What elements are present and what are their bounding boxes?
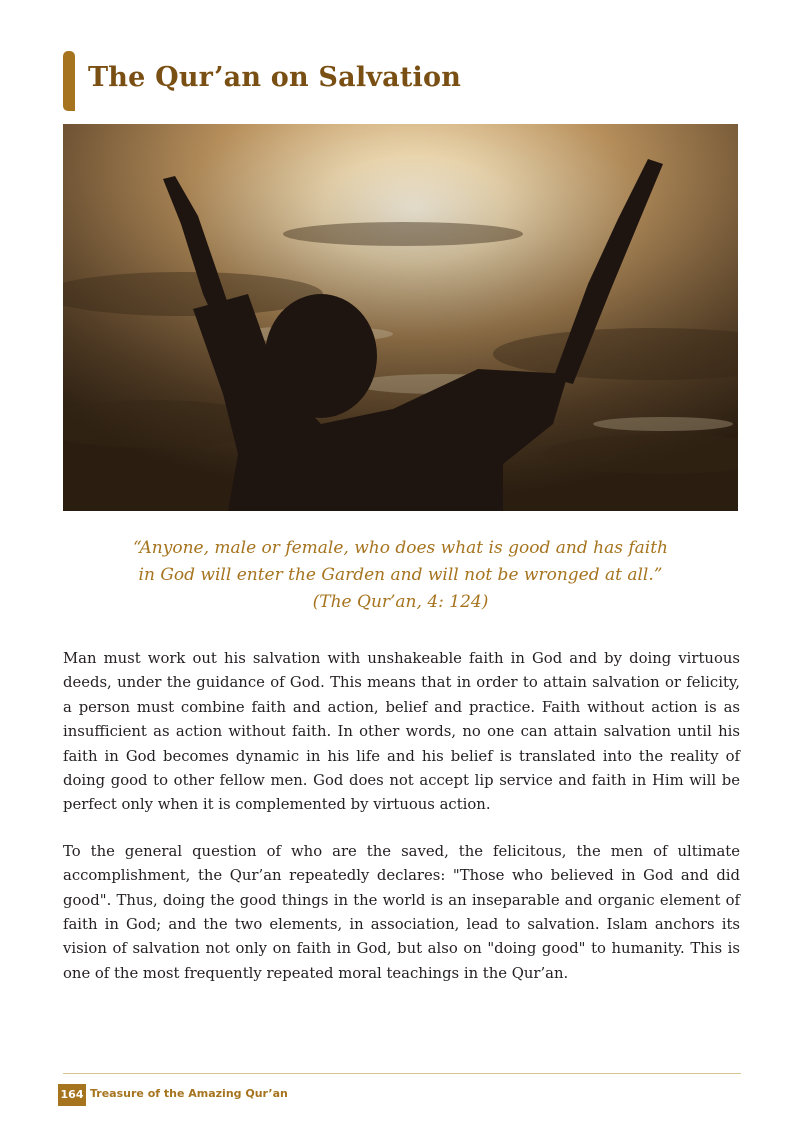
quote-line-2: in God will enter the Garden and will not be wronged at all.” [138,565,663,585]
quote-citation: (The Qur’an, 4: 124) [312,592,489,612]
title-accent-bar [63,51,75,111]
body-text [63,647,740,1008]
footer-rule [63,1073,741,1074]
scripture-quote [63,535,738,616]
paragraph-2: To the general question of who are the saved, the felicitous, the men of ultimate accomplishment, the Qur’an repeatedly declares: "Those who believed in God and did good". Thus, doing the good things in the world is an inseparable and organic element of faith in God; and the two elements, in association, lead to salvation. Islam anchors its vision of salvation not only on faith in God, but also on "doing good" to humanity. This is one of the most frequently repeated moral teachings in the Qur’an. [63,842,740,982]
page-title: The Qur’an on Salvation [88,62,462,93]
hero-image [63,124,738,511]
page-number: 164 [58,1084,86,1106]
paragraph-1: Man must work out his salvation with unshakeable faith in God and by doing virtuous deeds, under the guidance of God. This means that in order to attain salvation or felicity, a person must combine faith and action, belief and practice. Faith without action is as insufficient as action without faith. In other words, no one can attain salvation until his faith in God becomes dynamic in his life and his belief is translated into the reality of doing good to other fellow men. God does not accept lip service and faith in Him will be perfect only when it is complemented by virtuous action. [63,650,740,814]
running-title: Treasure of the Amazing Qur’an [90,1087,288,1100]
raised-arms-photo [63,124,738,511]
quote-line-1: “Anyone, male or female, who does what is good and has faith [133,538,668,558]
